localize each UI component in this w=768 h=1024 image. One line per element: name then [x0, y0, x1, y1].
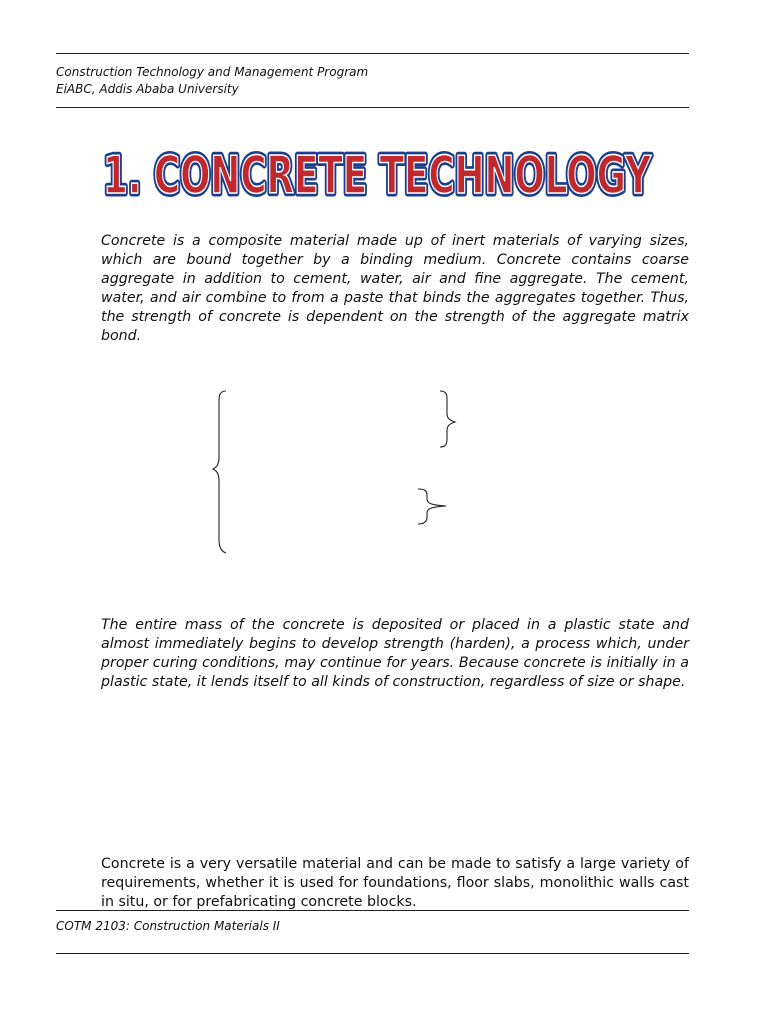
lower-right-brace — [418, 489, 446, 524]
chapter-title-text: 1. CONCRETE TECHNOLOGY — [103, 146, 652, 206]
header-institution: EiABC, Addis Ababa University — [56, 82, 239, 96]
header-bottom-rule — [56, 107, 689, 108]
intro-paragraph: Concrete is a composite material made up of inert materials of varying sizes, which are bound together by a binding medium. Concrete contains coarse aggregate in addition to cement, water, air and fine aggregate. The cement, water, and air combine to from a paste that binds the aggregates together. Thus, the strength of concrete is dependent on the strength of the aggregate matrix bond. — [101, 233, 689, 344]
header-program: Construction Technology and Management Program — [56, 65, 369, 79]
chapter-title-outline: 1. CONCRETE TECHNOLOGY — [103, 146, 652, 206]
chapter-title-art — [100, 138, 660, 208]
upper-right-brace — [440, 391, 455, 447]
versatility-paragraph: Concrete is a very versatile material and can be made to satisfy a large variety of requirements, whether it is used for foundations, floor slabs, monolithic walls cast in situ, or for prefabricating concrete blocks. — [101, 856, 689, 910]
footer-top-rule — [56, 910, 689, 911]
header-top-rule — [56, 53, 689, 54]
page-header — [56, 64, 368, 98]
chapter-title — [100, 138, 660, 208]
plastic-state-paragraph: The entire mass of the concrete is deposited or placed in a plastic state and almost immediately begins to develop strength (harden), a process which, under proper curing conditions, may continue for years. Because concrete is initially in a plastic state, it lends itself to all kinds of construction, regardless of size or shape. — [101, 617, 689, 690]
footer-bottom-rule — [56, 953, 689, 954]
large-left-brace — [213, 391, 226, 553]
footer-course: COTM 2103: Construction Materials II — [56, 919, 280, 933]
composition-brace-diagram — [200, 385, 470, 565]
